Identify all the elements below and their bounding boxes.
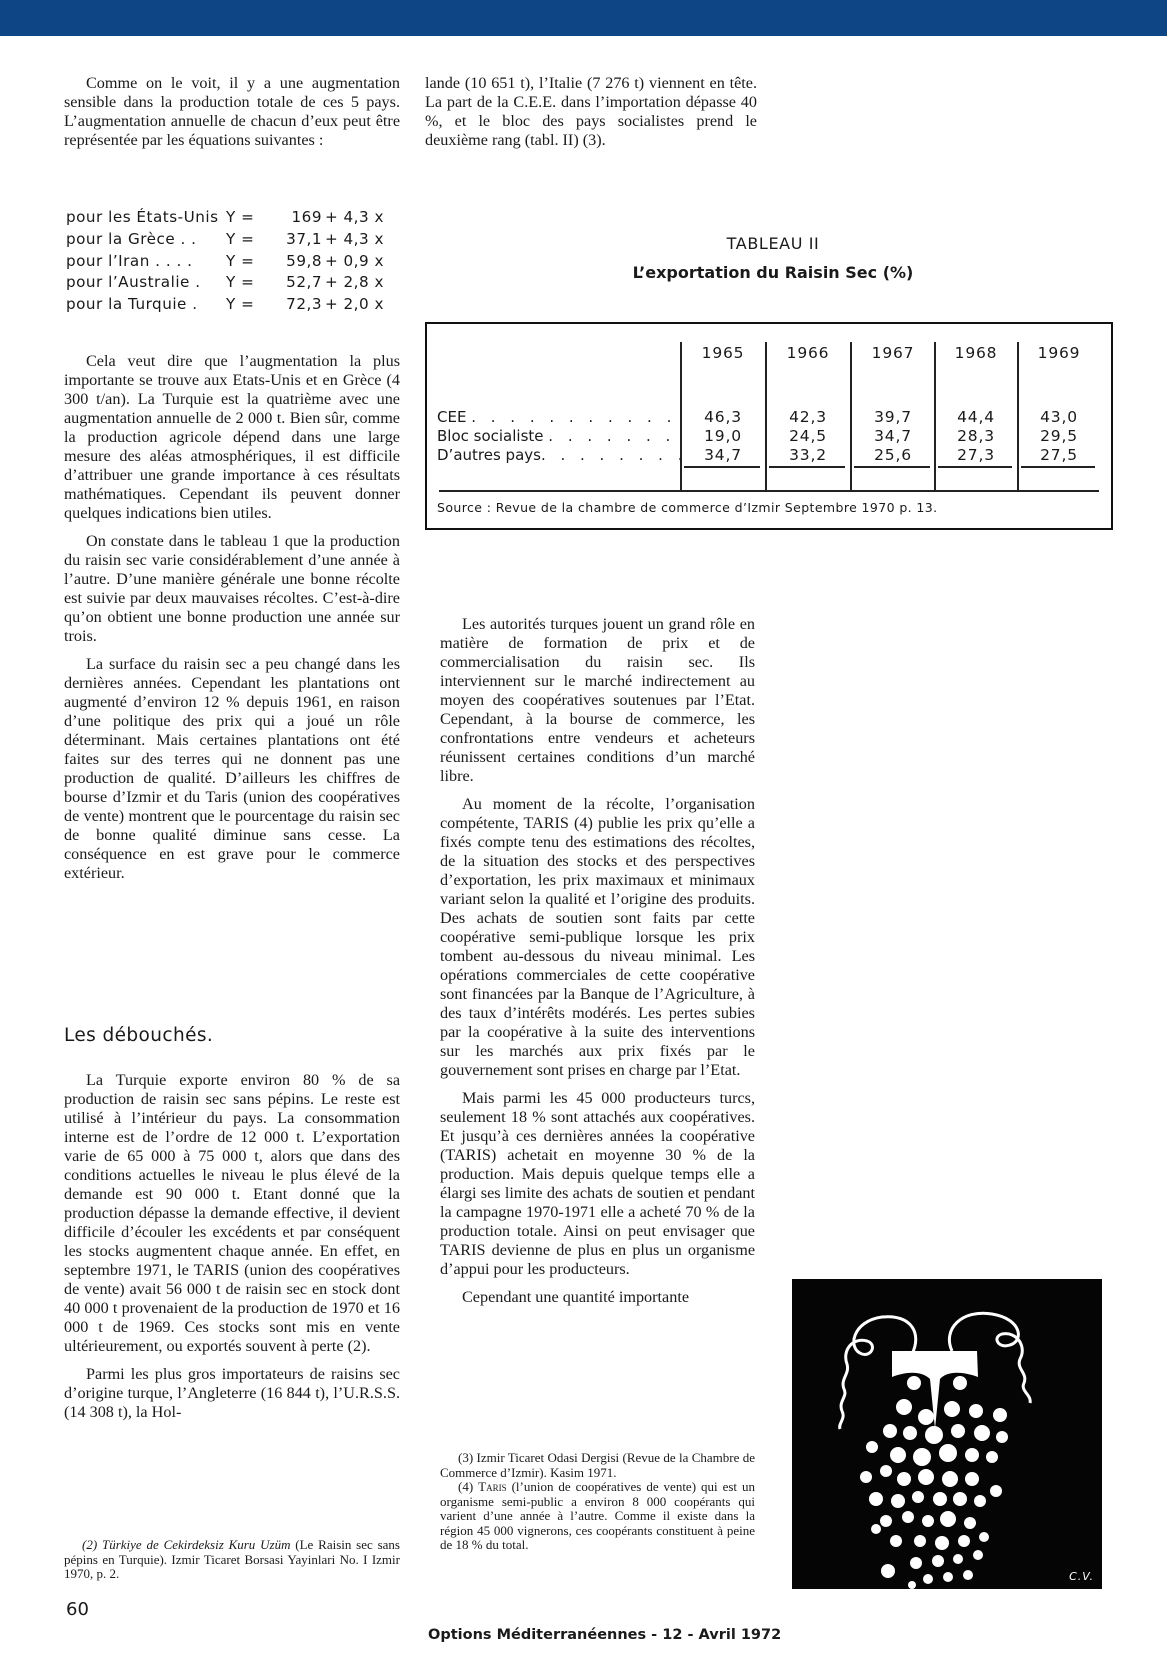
table-cell: 34,7 <box>874 427 912 445</box>
equations-block <box>66 207 384 316</box>
journal-footer: Options Méditerranéennes - 12 - Avril 1972 <box>428 1627 782 1643</box>
grape-icon <box>792 1279 1102 1589</box>
paragraph: Les autorités turques jouent un grand rôle en matière de formation de prix et de commercialisation du raisin sec. Ils interviennent sur le marché indirectement au moyen des coopératives soutenues par l’Etat. Cependant, à la bourse de commerce, les confrontations entre vendeurs et acheteurs réunissent certaines conditions d’un marché libre. <box>440 615 755 785</box>
table-source: Source : Revue de la chambre de commerce d’Izmir Septembre 1970 p. 13. <box>437 500 938 515</box>
column-header-year: 1968 <box>954 344 998 362</box>
row-label-cee: CEE . . . . . . . . . . . <box>437 408 677 426</box>
table-cell: 24,5 <box>789 427 827 445</box>
equation-row: pour l’Australie . Y = 52,7 + 2,8 x <box>66 273 384 292</box>
equation-row: pour l’Iran . . . . Y = 59,8 + 0,9 x <box>66 251 384 270</box>
table-cell: 43,0 <box>1040 408 1078 426</box>
equation-row: pour les États-Unis Y = 169 + 4,3 x <box>66 208 384 226</box>
left-column-body <box>64 352 400 892</box>
column-header-year: 1969 <box>1037 344 1081 362</box>
table-cell: 29,5 <box>1040 427 1078 445</box>
table-cell: 19,0 <box>704 427 742 445</box>
table-cell: 34,7 <box>704 446 742 464</box>
table-cell: 39,7 <box>874 408 912 426</box>
paragraph: La Turquie exporte environ 80 % de sa production de raisin sec sans pépins. Le reste est utilisé à l’intérieur du pays. La consommation interne est de l’ordre de 12 000 t. L’exportation varie de 65 000 à 75 000 t, alors que dans des conditions actuelles le niveau le plus élevé de la demande est 90 000 t. Etant donné que la production dépasse la demande effective, il devient difficile d’écouler les excédents et par conséquent les stocks augmentent chaque année. En effet, en septembre 1971, le TARIS (union des coopératives de vente) avait 56 000 t de raisin sec en stock dont 40 000 t provenaient de la production de 1970 et 16 000 t de 1969. Ces stocks sont mis en vente ultérieurement, ou exportés souvent à perte (2). <box>64 1071 400 1355</box>
paragraph: lande (10 651 t), l’Italie (7 276 t) viennent en tête. La part de la C.E.E. dans l’importation dépasse 40 %, et le bloc des pays socialistes prend le deuxième rang (tabl. II) (3). <box>425 74 757 149</box>
right-column-top <box>425 74 757 159</box>
paragraph: La surface du raisin sec a peu changé dans les dernières années. Cependant les plantations ont augmenté d’environ 12 % depuis 1961, en raison d’une politique des prix qui a joué un rôle déterminant. Mais certaines plantations ont été faites sur des terres qui ne donnent pas une production de qualité. D’ailleurs les chiffres de bourse d’Izmir et du Taris (union des coopératives de vente) montrent que le pourcentage du raisin sec de bonne qualité diminue sans cesse. La conséquence en est grave pour le commerce extérieur. <box>64 655 400 882</box>
table-cell: 27,5 <box>1040 446 1078 464</box>
table-cell: 42,3 <box>789 408 827 426</box>
column-header-year: 1965 <box>701 344 745 362</box>
header-color-bar <box>0 0 1167 36</box>
section-heading: Les débouchés. <box>64 1025 214 1046</box>
equation-row: pour la Turquie . Y = 72,3 + 2,0 x <box>66 295 384 314</box>
page-number: 60 <box>66 1599 89 1620</box>
data-table <box>425 322 1113 530</box>
footnote-2: (2) Türkiye de Cekirdeksiz Kuru Uzüm (Le Raisin sec sans pépins en Turquie). Izmir Ticaret Borsasi Yayinlari No. I Izmir 1970, p. 2. <box>64 1537 400 1581</box>
paragraph: Cependant une quantité importante <box>462 1288 690 1306</box>
table-cell: 33,2 <box>789 446 827 464</box>
left-column-top <box>64 74 400 159</box>
footnotes-3-4 <box>440 1451 755 1553</box>
equation-row: pour la Grèce . . Y = 37,1 + 4,3 x <box>66 229 384 248</box>
left-column-lower <box>64 1071 400 1431</box>
right-column-body <box>440 615 755 1316</box>
column-header-year: 1967 <box>871 344 915 362</box>
table-cell: 46,3 <box>704 408 742 426</box>
table-cell: 25,6 <box>874 446 912 464</box>
table-cell: 44,4 <box>957 408 995 426</box>
paragraph: Cela veut dire que l’augmentation la plus importante se trouve aux Etats-Unis et en Grèce (4 300 t/an). La Turquie est la quatrième avec une augmentation annuelle de 2 000 t. Bien sûr, comme la production agricole dépend dans une large mesure des aléas atmosphériques, il est difficile d’attribuer une grande importance à ces résultats mathématiques. Cependant ils peuvent donner quelques indications bien utiles. <box>64 352 400 522</box>
column-header-year: 1966 <box>786 344 830 362</box>
row-label-bloc-socialiste: Bloc socialiste . . . . . . . <box>437 427 676 445</box>
paragraph: Parmi les plus gros importateurs de raisins sec d’origine turque, l’Angleterre (16 844 t), l’U.R.S.S. (14 308 t), la Hol- <box>64 1365 400 1421</box>
grape-cluster-illustration <box>792 1279 1102 1589</box>
footnote-2-title: (2) Türkiye de Cekirdeksiz Kuru Uzüm <box>82 1537 291 1552</box>
paragraph-intro: Comme on le voit, il y a une augmentation sensible dans la production totale de ces 5 pays. L’augmentation annuelle de chacun d’eux peut être représentée par les équations suivantes : <box>64 74 400 149</box>
table-subtitle: L’exportation du Raisin Sec (%) <box>632 263 914 282</box>
paragraph: On constate dans le tableau 1 que la production du raisin sec varie considérablement d’une année à l’autre. D’une manière générale une bonne récolte est suivie par deux mauvaises récoltes. C’est-à-dire qu’on obtient une bonne production une année sur trois. <box>64 532 400 645</box>
footnote-4: (4) Taris (l’union de coopératives de vente) qui est un organisme semi-public a environ 8 000 coopérants qui varient d’une année à l’autre. Comme il existe dans la région 45 000 vignerons, ces coopérants constituent à peine de 18 % du total. <box>440 1479 755 1552</box>
footnote-3: (3) Izmir Ticaret Odasi Dergisi (Revue de la Chambre de Commerce d’Izmir). Kasim 1971. <box>440 1450 755 1480</box>
table-title: TABLEAU II <box>726 234 820 253</box>
paragraph: Mais parmi les 45 000 producteurs turcs, seulement 18 % sont attachés aux coopératives. Et jusqu’à ces dernières années la coopérative (TARIS) achetait en moyenne 30 % de la production. Mais depuis quelque temps elle a élargi ses limite des achats de soutien et pendant la campagne 1970-1971 elle a acheté 70 % de la production totale. Ainsi on peut envisager que TARIS devienne de plus en plus un organisme d’appui pour les producteurs. <box>440 1089 755 1278</box>
table-cell: 28,3 <box>957 427 995 445</box>
table-cell: 27,3 <box>957 446 995 464</box>
paragraph: Au moment de la récolte, l’organisation compétente, TARIS (4) publie les prix qu’elle a fixés compte tenu des estimations des récoltes, de la situation des stocks et des perspectives d’exportation, les prix maximaux et minimaux variant selon la qualité et l’origine des produits. Des achats de soutien sont faits par cette coopérative semi-publique lorsque les prix tombent au-dessous du niveau minimal. Les opérations commerciales de cette coopérative sont financées par la Banque de l’Agriculture, à des taux d’intérêts modérés. Les pertes subies par la coopérative à la suite des interventions sur les marchés aux prix fixés par le gouvernement sont prises en charge par l’Etat. <box>440 795 755 1079</box>
artist-signature: C.V. <box>1069 1570 1094 1583</box>
row-label-autres-pays: D’autres pays. . . . . . . . <box>437 446 688 464</box>
